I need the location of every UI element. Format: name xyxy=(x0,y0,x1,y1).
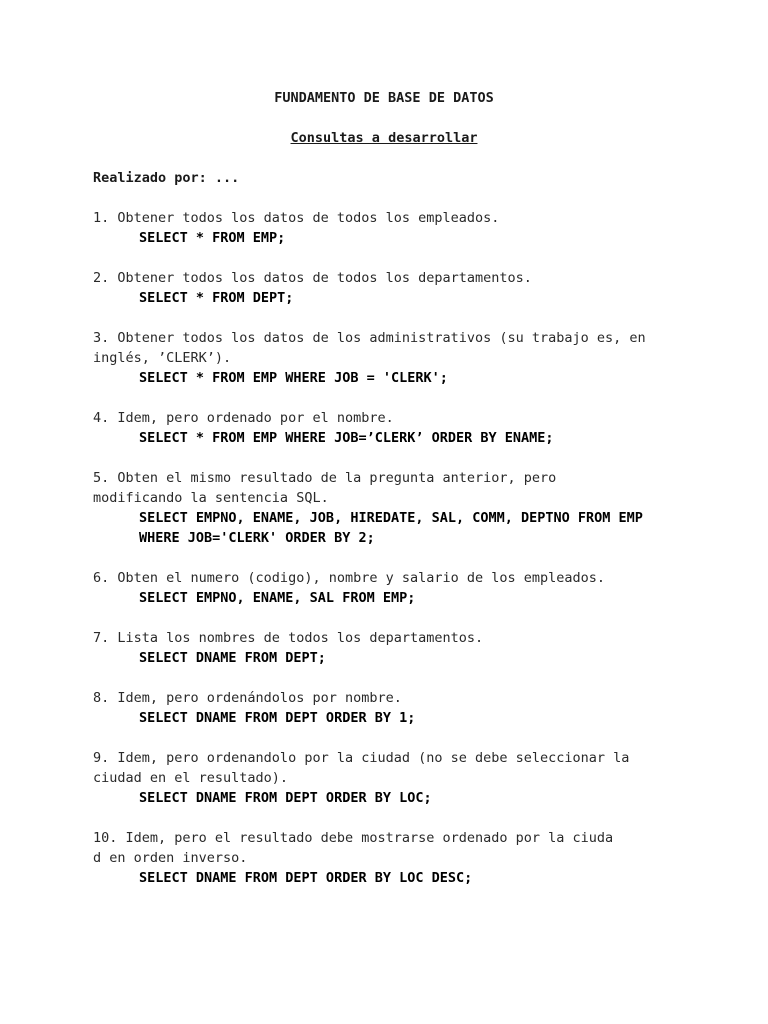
exercise-item-2 xyxy=(93,268,683,308)
sql-statement: SELECT * FROM EMP WHERE JOB=’CLERK’ ORDER BY ENAME; xyxy=(139,430,554,446)
question-text: 9. Idem, pero ordenandolo por la ciudad (no se debe seleccionar la xyxy=(93,750,630,766)
question-text-continued: modificando la sentencia SQL. xyxy=(93,490,329,506)
question-text: 5. Obten el mismo resultado de la pregunta anterior, pero xyxy=(93,470,557,486)
exercise-list xyxy=(93,208,683,908)
question-text: 10. Idem, pero el resultado debe mostrarse ordenado por la ciuda xyxy=(93,830,614,846)
question-text-continued: ciudad en el resultado). xyxy=(93,770,289,786)
document-subtitle: Consultas a desarrollar xyxy=(290,130,478,146)
sql-statement: SELECT DNAME FROM DEPT ORDER BY LOC; xyxy=(139,790,432,806)
exercise-item-4 xyxy=(93,408,683,448)
question-text-continued: d en orden inverso. xyxy=(93,850,248,866)
question-text: 1. Obtener todos los datos de todos los empleados. xyxy=(93,210,500,226)
question-text: 4. Idem, pero ordenado por el nombre. xyxy=(93,410,394,426)
question-text-continued: inglés, ’CLERK’). xyxy=(93,350,232,366)
exercise-item-1 xyxy=(93,208,683,248)
sql-statement: SELECT * FROM EMP; xyxy=(139,230,286,246)
exercise-item-6 xyxy=(93,568,683,608)
question-text: 6. Obten el numero (codigo), nombre y salario de los empleados. xyxy=(93,570,606,586)
sql-statement: SELECT EMPNO, ENAME, JOB, HIREDATE, SAL, COMM, DEPTNO FROM EMP xyxy=(139,510,643,526)
sql-statement: SELECT DNAME FROM DEPT ORDER BY 1; xyxy=(139,710,416,726)
sql-statement: SELECT * FROM EMP WHERE JOB = 'CLERK'; xyxy=(139,370,448,386)
exercise-item-8 xyxy=(93,688,683,728)
sql-statement-continued: WHERE JOB='CLERK' ORDER BY 2; xyxy=(139,530,375,546)
exercise-item-9 xyxy=(93,748,683,808)
question-text: 7. Lista los nombres de todos los departamentos. xyxy=(93,630,484,646)
exercise-item-10 xyxy=(93,828,683,888)
sql-statement: SELECT * FROM DEPT; xyxy=(139,290,294,306)
question-text: 3. Obtener todos los datos de los administrativos (su trabajo es, en xyxy=(93,330,646,346)
question-text: 8. Idem, pero ordenándolos por nombre. xyxy=(93,690,402,706)
question-text: 2. Obtener todos los datos de todos los departamentos. xyxy=(93,270,532,286)
sql-statement: SELECT EMPNO, ENAME, SAL FROM EMP; xyxy=(139,590,416,606)
exercise-item-7 xyxy=(93,628,683,668)
exercise-item-5 xyxy=(93,468,683,548)
sql-statement: SELECT DNAME FROM DEPT ORDER BY LOC DESC; xyxy=(139,870,473,886)
document-title: FUNDAMENTO DE BASE DE DATOS xyxy=(274,90,494,106)
author-line: Realizado por: ... xyxy=(93,170,240,186)
exercise-item-3 xyxy=(93,328,683,388)
sql-statement: SELECT DNAME FROM DEPT; xyxy=(139,650,326,666)
